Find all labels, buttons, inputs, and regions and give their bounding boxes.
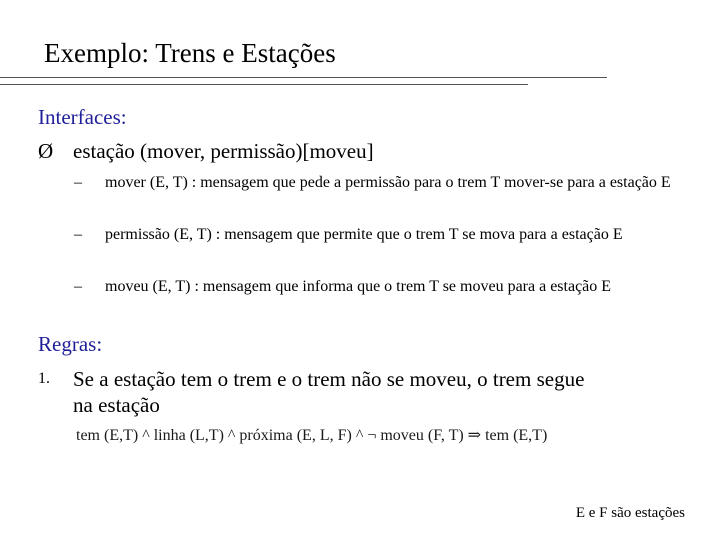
sub-item-text: mover (E, T) : mensagem que pede a permissão para o trem T mover-se para a estação E	[105, 174, 671, 191]
dash-bullet: –	[74, 278, 82, 295]
slide-title: Exemplo: Trens e Estações	[44, 38, 336, 68]
sub-item-text: moveu (E, T) : mensagem que informa que o trem T se moveu para a estação E	[105, 278, 612, 295]
rules-heading: Regras:	[38, 332, 103, 356]
rule-number: 1.	[38, 370, 50, 387]
interfaces-heading: Interfaces:	[38, 105, 127, 129]
dash-bullet: –	[74, 174, 82, 191]
dash-bullet: –	[74, 226, 82, 243]
rule-text: Se a estação tem o trem e o trem não se moveu, o trem segue na estação	[73, 367, 585, 417]
rule-formula: tem (E,T) ^ linha (L,T) ^ próxima (E, L, F) ^ ¬ moveu (F, T) ⇒ tem (E,T)	[76, 427, 548, 444]
arrow-bullet-icon: Ø	[38, 139, 54, 163]
interfaces-bullet-text: estação (mover, permissão)[moveu]	[73, 139, 374, 163]
title-underline-top	[0, 77, 607, 78]
footnote: E e F são estações	[575, 505, 685, 521]
title-underline-bottom	[0, 84, 528, 85]
sub-item-text: permissão (E, T) : mensagem que permite que o trem T se mova para a estação E	[105, 226, 623, 243]
